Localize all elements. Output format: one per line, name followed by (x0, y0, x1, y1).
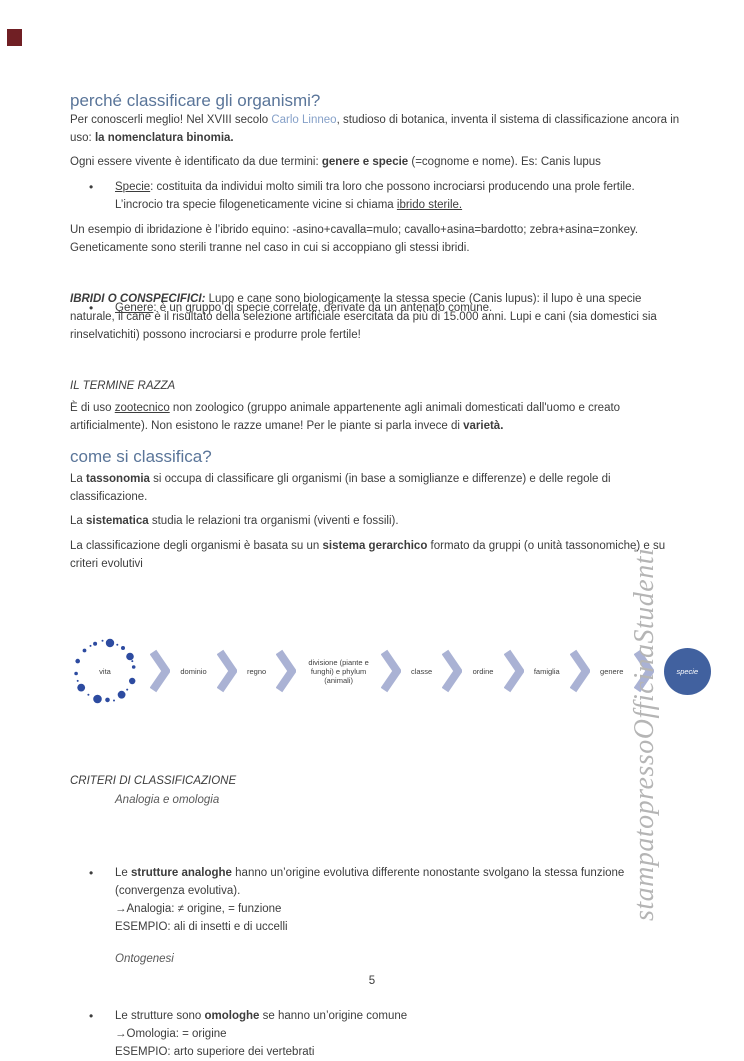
chevron-right-icon (504, 648, 524, 694)
paragraph-tassonomia (70, 470, 682, 506)
text-run: se hanno un’origine comune (259, 1010, 408, 1022)
heading-perche-classificare: perché classificare gli organismi? (70, 91, 321, 110)
text-run-bold: sistema gerarchico (322, 540, 428, 552)
label-il-termine-razza: IL TERMINE RAZZA (70, 380, 176, 392)
taxonomy-hierarchy-diagram (70, 628, 711, 714)
text-run: Lupo e cane sono biologicamente la stessa specie (Canis lupus): il lupo è una specie naturale, il cane è il risultato della selezione artificiale esercitata da più di 15.000 anni. Lupi e cani (sia domestici sia rinselvatichiti) possono incrociarsi e produrre prole fertile! (70, 293, 657, 341)
corner-mark (7, 29, 22, 46)
text-run: La (70, 515, 86, 527)
text-run-bold: la nomenclatura binomia. (94, 132, 234, 144)
text-run: Le (115, 867, 131, 879)
text-run-underline: ibrido sterile. (396, 199, 463, 211)
paragraph-ibridazione: Un esempio di ibridazione è l’ibrido equino: -asino+cavalla=mulo; cavallo+asina=bardotto; zebra+asina=zonkey. Geneticamente sono sterili tranne nel caso in cui si accoppiano gli stessi ibridi. (70, 224, 639, 254)
paragraph-linneo (70, 111, 682, 147)
bullet-item-specie (70, 178, 682, 214)
carlo-linneo-link[interactable]: Carlo Linneo (271, 114, 337, 126)
text-run-underline: Genere (115, 302, 154, 314)
page-number: 5 (368, 975, 376, 987)
chevron-right-icon (381, 648, 401, 694)
text-run: , studioso di botanica, inventa il sistema di classificazione ancora in uso: (70, 114, 680, 144)
label-criteri-di-classificazione: CRITERI DI CLASSIFICAZIONE (70, 775, 237, 787)
diagram-step-label: vita (99, 667, 111, 676)
heading-come-si-classifica: come si classifica? (70, 447, 212, 466)
watermark-text: stampatopressoOfficinaStudenti (629, 547, 660, 921)
text-run: La classificazione degli organismi è basata su un (70, 540, 323, 552)
omologia-formula: →Omologia: = origine (115, 1028, 227, 1040)
paragraph-sistema-gerarchico (70, 537, 682, 573)
bullet-item-strutture-analoghe (70, 864, 682, 936)
analogia-esempio: ESEMPIO: ali di insetti e di uccelli (115, 921, 288, 933)
text-run-underline: Specie (115, 181, 151, 193)
bullet-item-strutture-omologhe (70, 1007, 682, 1061)
paragraph-ibridi-conspecifici (70, 290, 682, 344)
diagram-step-label: classe (410, 666, 433, 676)
text-run-bold-italic: IBRIDI O CONSPECIFICI: (70, 293, 206, 305)
text-run: studia le relazioni tra organismi (viventi e fossili). (148, 515, 399, 527)
text-run: non zoologico (gruppo animale appartenente agli animali domesticati dall'uomo e creato artificialmente). Non esistono le razze umane! Per le piante si parla invece di (70, 402, 621, 432)
diagram-step-label: specie (676, 666, 699, 676)
text-run-underline: zootecnico (114, 402, 170, 414)
analogia-formula: →Analogia: ≠ origine, = funzione (115, 903, 282, 915)
diagram-step-label: divisione (piante e funghi) e phylum (animali) (308, 657, 369, 685)
text-run-bold: omologhe (204, 1010, 260, 1022)
chevron-right-icon (442, 648, 462, 694)
text-run: si occupa di classificare gli organismi (in base a somiglianze e differenze) e delle regole di classificazione. (70, 473, 611, 503)
chevron-right-icon (217, 648, 237, 694)
label-analogia-e-omologia: Analogia e omologia (115, 794, 220, 806)
diagram-step-vita (70, 636, 140, 706)
diagram-step-label: ordine (472, 666, 494, 676)
text-run: Le strutture sono (115, 1010, 205, 1022)
text-run-bold: genere e specie (321, 156, 409, 168)
diagram-step-label: famiglia (533, 666, 560, 676)
text-run: formato da gruppi (o unità tassonomiche) e su criteri evolutivi (70, 540, 666, 570)
label-ontogenesi: Ontogenesi (115, 953, 174, 965)
chevron-right-icon (150, 648, 170, 694)
text-run: hanno un’origine evolutiva differente nonostante svolgano la stessa funzione (convergenza evolutiva). (115, 867, 625, 897)
diagram-step-label: dominio (180, 666, 207, 676)
paragraph-zootecnico (70, 399, 682, 435)
text-run: La (70, 473, 86, 485)
diagram-step-label: genere (600, 666, 624, 676)
text-run: Ogni essere vivente è identificato da due termini: (70, 156, 322, 168)
text-run: È di uso (70, 402, 115, 414)
text-run: (=cognome e nome). Es: Canis lupus (408, 156, 601, 168)
paragraph-genere-specie (70, 153, 682, 171)
text-run-bold: strutture analoghe (131, 867, 232, 879)
chevron-right-icon (276, 648, 296, 694)
chevron-right-icon (570, 648, 590, 694)
text-run: Per conoscerli meglio! Nel XVIII secolo (70, 114, 272, 126)
diagram-step-specie (664, 648, 711, 695)
diagram-step-label: regno (247, 666, 267, 676)
text-run-bold: varietà. (463, 420, 504, 432)
text-run: : è un gruppo di specie correlate, derivate da un antenato comune. (153, 302, 493, 314)
paragraph-sistematica (70, 512, 682, 530)
text-run: : costituita da individui molto simili tra loro che possono incrociarsi producendo una prole fertile. L’incrocio tra specie filogeneticamente vicine si chiama (115, 181, 635, 211)
omologia-esempio: ESEMPIO: arto superiore dei vertebrati (115, 1046, 315, 1058)
text-run-bold: tassonomia (86, 473, 150, 485)
text-run-bold: sistematica (86, 515, 149, 527)
